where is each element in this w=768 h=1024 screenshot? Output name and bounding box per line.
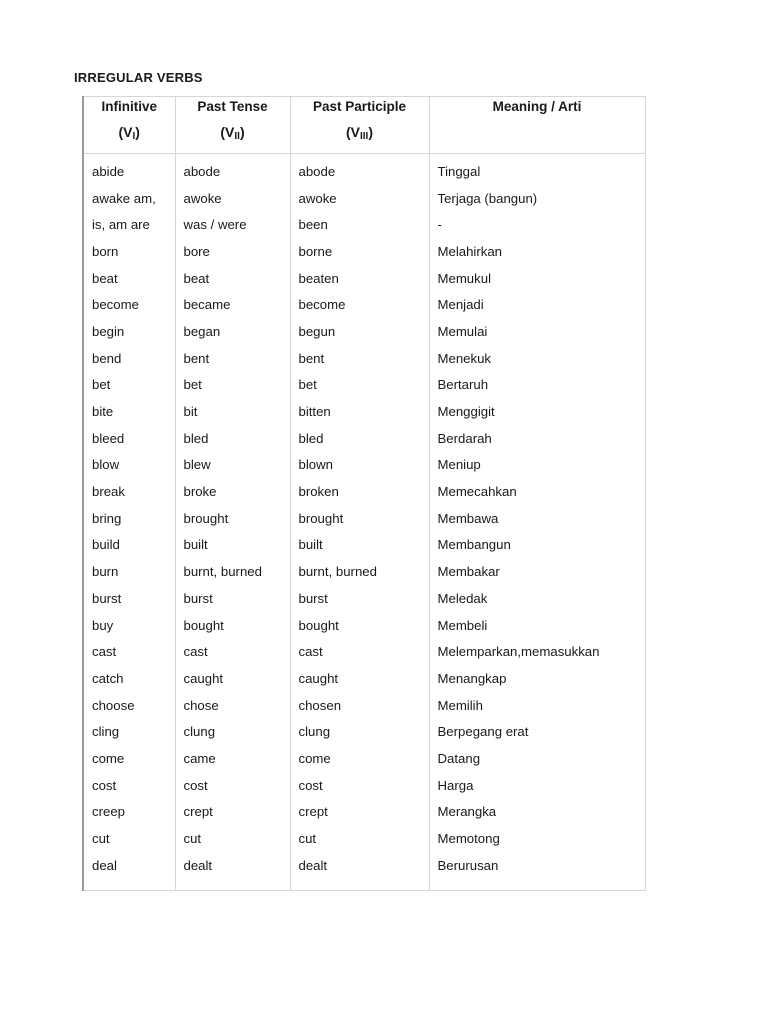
meaning-cell: Membeli [429,612,645,639]
past-tense-cell: was / were [175,211,290,238]
table-row [83,478,645,505]
irregular-verbs-table [82,96,646,891]
header-past-tense-label: Past Tense [197,99,268,114]
past-participle-cell: come [290,745,429,772]
table-row [83,665,645,692]
past-participle-cell: beaten [290,265,429,292]
table-row [83,318,645,345]
meaning-cell: Memecahkan [429,478,645,505]
meaning-cell: Merangka [429,799,645,826]
meaning-cell: Meledak [429,585,645,612]
meaning-cell: Berpegang erat [429,718,645,745]
past-participle-cell: begun [290,318,429,345]
infinitive-cell: bend [83,345,175,372]
past-participle-cell: cast [290,638,429,665]
table-row [83,718,645,745]
infinitive-cell: blow [83,452,175,479]
infinitive-cell: bleed [83,425,175,452]
past-participle-cell: bet [290,372,429,399]
past-tense-cell: awoke [175,185,290,212]
infinitive-cell: cut [83,825,175,852]
past-tense-cell: blew [175,452,290,479]
past-tense-cell: dealt [175,852,290,891]
table-row [83,345,645,372]
past-tense-cell: cost [175,772,290,799]
meaning-cell: Menggigit [429,398,645,425]
past-participle-cell: cut [290,825,429,852]
meaning-cell: Membangun [429,532,645,559]
past-tense-cell: bore [175,238,290,265]
infinitive-cell: become [83,291,175,318]
past-participle-cell: bled [290,425,429,452]
past-tense-cell: cut [175,825,290,852]
past-tense-cell: caught [175,665,290,692]
meaning-cell: Terjaga (bangun) [429,185,645,212]
meaning-cell: Memukul [429,265,645,292]
table-row [83,398,645,425]
past-tense-cell: burst [175,585,290,612]
past-participle-cell: caught [290,665,429,692]
past-tense-cell: bet [175,372,290,399]
table-row [83,291,645,318]
past-tense-cell: began [175,318,290,345]
table-row [83,852,645,891]
infinitive-cell: born [83,238,175,265]
header-past-tense-symbol: $(V_{II})$ [220,124,245,142]
past-participle-cell: bent [290,345,429,372]
past-tense-cell: cast [175,638,290,665]
header-meaning-label: Meaning / Arti [492,99,582,114]
table-row [83,745,645,772]
infinitive-cell: beat [83,265,175,292]
table-row [83,638,645,665]
past-tense-cell: bent [175,345,290,372]
past-tense-cell: came [175,745,290,772]
infinitive-cell: cast [83,638,175,665]
meaning-cell: Tinggal [429,154,645,185]
header-infinitive-label: Infinitive [101,99,157,114]
infinitive-cell: break [83,478,175,505]
infinitive-cell: bite [83,398,175,425]
meaning-cell: Bertaruh [429,372,645,399]
past-participle-cell: blown [290,452,429,479]
meaning-cell: Meniup [429,452,645,479]
past-participle-cell: crept [290,799,429,826]
table-row [83,532,645,559]
past-tense-cell: bit [175,398,290,425]
table-row [83,238,645,265]
table-row [83,692,645,719]
meaning-cell: Membakar [429,558,645,585]
header-infinitive [83,97,175,154]
table-row [83,799,645,826]
past-participle-cell: awoke [290,185,429,212]
past-participle-cell: bitten [290,398,429,425]
meaning-cell: Berdarah [429,425,645,452]
past-participle-cell: abode [290,154,429,185]
table-row [83,211,645,238]
past-tense-cell: beat [175,265,290,292]
header-past-participle [290,97,429,154]
past-tense-cell: built [175,532,290,559]
past-participle-cell: burnt, burned [290,558,429,585]
header-past-participle-label: Past Participle [312,99,407,114]
past-tense-cell: became [175,291,290,318]
table-row [83,372,645,399]
meaning-cell: Memotong [429,825,645,852]
infinitive-cell: come [83,745,175,772]
table-row [83,425,645,452]
past-participle-cell: cost [290,772,429,799]
meaning-cell: Menekuk [429,345,645,372]
infinitive-cell: creep [83,799,175,826]
past-tense-cell: clung [175,718,290,745]
document-title: IRREGULAR VERBS [74,70,203,85]
table-row [83,585,645,612]
meaning-cell: Berurusan [429,852,645,891]
header-past-participle-symbol: $(V_{III})$ [345,124,373,142]
table-row [83,265,645,292]
past-tense-cell: bought [175,612,290,639]
header-infinitive-symbol: $(V_I)$ [118,124,140,142]
table-row [83,452,645,479]
past-tense-cell: abode [175,154,290,185]
past-participle-cell: borne [290,238,429,265]
past-participle-cell: bought [290,612,429,639]
past-tense-cell: crept [175,799,290,826]
table-row [83,558,645,585]
table-row [83,772,645,799]
past-participle-cell: dealt [290,852,429,891]
infinitive-cell: bet [83,372,175,399]
table-row [83,185,645,212]
infinitive-cell: burn [83,558,175,585]
infinitive-cell: abide [83,154,175,185]
past-tense-cell: chose [175,692,290,719]
past-participle-cell: clung [290,718,429,745]
meaning-cell: Membawa [429,505,645,532]
past-participle-cell: been [290,211,429,238]
past-participle-cell: brought [290,505,429,532]
table-row [83,505,645,532]
table-row [83,825,645,852]
infinitive-cell: awake am, [83,185,175,212]
past-tense-cell: bled [175,425,290,452]
table-body [83,154,645,891]
past-participle-cell: burst [290,585,429,612]
past-tense-cell: burnt, burned [175,558,290,585]
infinitive-cell: begin [83,318,175,345]
meaning-cell: - [429,211,645,238]
past-tense-cell: broke [175,478,290,505]
infinitive-cell: cost [83,772,175,799]
meaning-cell: Menjadi [429,291,645,318]
past-participle-cell: chosen [290,692,429,719]
infinitive-cell: choose [83,692,175,719]
meaning-cell: Melahirkan [429,238,645,265]
infinitive-cell: cling [83,718,175,745]
infinitive-cell: deal [83,852,175,891]
infinitive-cell: burst [83,585,175,612]
past-participle-cell: broken [290,478,429,505]
infinitive-cell: bring [83,505,175,532]
meaning-cell: Melemparkan,memasukkan [429,638,645,665]
table-row [83,612,645,639]
past-participle-cell: built [290,532,429,559]
past-tense-cell: brought [175,505,290,532]
header-meaning [429,97,645,154]
meaning-cell: Memulai [429,318,645,345]
infinitive-cell: catch [83,665,175,692]
infinitive-cell: buy [83,612,175,639]
header-past-tense [175,97,290,154]
infinitive-cell: build [83,532,175,559]
infinitive-cell: is, am are [83,211,175,238]
meaning-cell: Datang [429,745,645,772]
table-row [83,154,645,185]
meaning-cell: Harga [429,772,645,799]
meaning-cell: Menangkap [429,665,645,692]
table-header-row [83,97,645,154]
meaning-cell: Memilih [429,692,645,719]
past-participle-cell: become [290,291,429,318]
